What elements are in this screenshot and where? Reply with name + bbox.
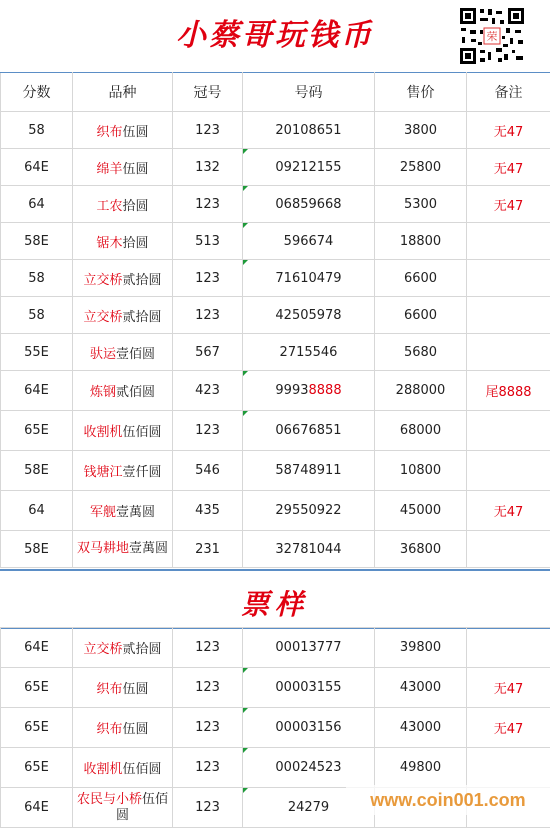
cell-number [243, 186, 375, 223]
cell-number [243, 411, 375, 451]
variety-denomination: 贰拾圆 [123, 642, 162, 657]
serial-number-highlight: 8888 [309, 383, 342, 398]
cell-score: 64E [1, 371, 73, 411]
cell-score: 58E [1, 223, 73, 260]
cell-prefix: 123 [173, 668, 243, 708]
serial-number: 42505978 [275, 308, 341, 323]
variety-denomination: 伍圆 [123, 722, 149, 737]
cell-price: 10800 [375, 451, 467, 491]
cell-score: 58E [1, 531, 73, 568]
table-row [1, 491, 550, 531]
serial-number: 00003156 [275, 720, 341, 735]
cell-prefix: 123 [173, 411, 243, 451]
cell-score: 65E [1, 411, 73, 451]
serial-number: 00013777 [275, 640, 341, 655]
serial-number: 00003155 [275, 680, 341, 695]
table-row [1, 708, 550, 748]
cell-variety [73, 491, 173, 531]
cell-score: 64 [1, 186, 73, 223]
serial-number: 58748911 [275, 463, 341, 478]
cell-price: 45000 [375, 491, 467, 531]
cell-score: 55E [1, 334, 73, 371]
cell-variety [73, 223, 173, 260]
cell-price: 39800 [375, 628, 467, 668]
cell-price: 36800 [375, 531, 467, 568]
cell-price: 43000 [375, 668, 467, 708]
cell-price: 68000 [375, 411, 467, 451]
variety-denomination: 贰拾圆 [123, 310, 162, 325]
cell-prefix: 123 [173, 297, 243, 334]
cell-number [243, 491, 375, 531]
table-row [1, 371, 550, 411]
variety-highlight: 收割机 [83, 425, 122, 440]
cell-price: 5680 [375, 334, 467, 371]
cell-score: 64E [1, 149, 73, 186]
serial-number: 596674 [284, 234, 334, 249]
cell-variety [73, 371, 173, 411]
cell-price: 43000 [375, 708, 467, 748]
cell-score: 64E [1, 788, 73, 828]
cell-note: 无47 [467, 186, 550, 223]
table-row [1, 223, 550, 260]
cell-price: 3800 [375, 112, 467, 149]
cell-score: 65E [1, 748, 73, 788]
table-row [1, 531, 550, 568]
serial-number: 29550922 [275, 503, 341, 518]
cell-variety [73, 260, 173, 297]
variety-highlight: 立交桥 [83, 310, 122, 325]
cell-variety [73, 334, 173, 371]
cell-prefix: 513 [173, 223, 243, 260]
table-row [1, 748, 550, 788]
variety-denomination: 壹萬圆 [129, 541, 168, 556]
cell-price: 18800 [375, 223, 467, 260]
serial-number: 20108651 [275, 123, 341, 138]
variety-highlight: 织布 [96, 722, 122, 737]
cell-prefix: 123 [173, 186, 243, 223]
table-row [1, 297, 550, 334]
cell-prefix: 435 [173, 491, 243, 531]
variety-denomination: 贰拾圆 [123, 273, 162, 288]
variety-highlight: 炼钢 [90, 385, 116, 400]
cell-note: 尾8888 [467, 371, 550, 411]
cell-score: 65E [1, 708, 73, 748]
cell-prefix: 546 [173, 451, 243, 491]
serial-number: 06676851 [275, 423, 341, 438]
cell-prefix: 132 [173, 149, 243, 186]
variety-denomination: 壹佰圆 [116, 347, 155, 362]
cell-score: 64 [1, 491, 73, 531]
header-number: 号码 [243, 73, 375, 112]
variety-highlight: 锯木 [96, 236, 122, 251]
serial-number: 71610479 [275, 271, 341, 286]
cell-variety [73, 708, 173, 748]
cell-note [467, 451, 550, 491]
table-row [1, 260, 550, 297]
qr-code-icon [458, 6, 526, 66]
table-row [1, 149, 550, 186]
variety-highlight: 立交桥 [83, 642, 122, 657]
qr-badge-text: 荣 [487, 29, 498, 43]
header-prefix: 冠号 [173, 73, 243, 112]
header-variety: 品种 [73, 73, 173, 112]
table-header-row [1, 73, 550, 112]
variety-highlight: 立交桥 [83, 273, 122, 288]
price-table [0, 72, 550, 568]
cell-note [467, 223, 550, 260]
serial-number: 24279 [288, 800, 329, 815]
cell-note: 无47 [467, 708, 550, 748]
header-score: 分数 [1, 73, 73, 112]
cell-note [467, 334, 550, 371]
cell-price: 6600 [375, 297, 467, 334]
cell-number [243, 297, 375, 334]
cell-note: 无47 [467, 112, 550, 149]
variety-denomination: 壹萬圆 [116, 505, 155, 520]
cell-variety [73, 112, 173, 149]
cell-variety [73, 149, 173, 186]
header-price: 售价 [375, 73, 467, 112]
variety-denomination: 壹仟圆 [123, 465, 162, 480]
table-row [1, 186, 550, 223]
cell-variety [73, 531, 173, 568]
cell-variety [73, 668, 173, 708]
cell-number [243, 628, 375, 668]
variety-denomination: 贰佰圆 [116, 385, 155, 400]
cell-variety [73, 411, 173, 451]
variety-denomination: 拾圆 [123, 199, 149, 214]
cell-score: 65E [1, 668, 73, 708]
variety-denomination: 伍圆 [123, 162, 149, 177]
cell-number [243, 748, 375, 788]
table-row [1, 334, 550, 371]
cell-prefix: 123 [173, 260, 243, 297]
cell-prefix: 231 [173, 531, 243, 568]
cell-prefix: 123 [173, 708, 243, 748]
cell-note [467, 411, 550, 451]
cell-number [243, 708, 375, 748]
cell-number [243, 223, 375, 260]
cell-note [467, 628, 550, 668]
variety-denomination: 伍圆 [123, 682, 149, 697]
table-row [1, 451, 550, 491]
variety-highlight: 农民与小桥 [77, 792, 142, 807]
cell-note [467, 531, 550, 568]
cell-variety [73, 748, 173, 788]
cell-variety [73, 628, 173, 668]
serial-number: 09212155 [275, 160, 341, 175]
table-row [1, 668, 550, 708]
cell-prefix: 123 [173, 628, 243, 668]
cell-prefix: 423 [173, 371, 243, 411]
page-title: 小蔡哥玩钱币 [150, 10, 400, 54]
cell-price: 288000 [375, 371, 467, 411]
cell-note: 无47 [467, 491, 550, 531]
variety-highlight: 绵羊 [96, 162, 122, 177]
cell-note: 无47 [467, 668, 550, 708]
variety-highlight: 驮运 [90, 347, 116, 362]
cell-variety [73, 297, 173, 334]
variety-denomination: 伍佰圆 [116, 792, 168, 823]
serial-number: 00024523 [275, 760, 341, 775]
variety-highlight: 双马耕地 [77, 541, 129, 556]
cell-score: 58 [1, 297, 73, 334]
cell-number [243, 451, 375, 491]
cell-note [467, 260, 550, 297]
cell-score: 58E [1, 451, 73, 491]
cell-price: 25800 [375, 149, 467, 186]
cell-number [243, 334, 375, 371]
variety-highlight: 织布 [96, 682, 122, 697]
variety-denomination: 伍佰圆 [123, 425, 162, 440]
cell-note [467, 297, 550, 334]
cell-price: 6600 [375, 260, 467, 297]
variety-highlight: 工农 [96, 199, 122, 214]
cell-score: 58 [1, 112, 73, 149]
cell-number [243, 668, 375, 708]
cell-prefix: 567 [173, 334, 243, 371]
cell-prefix: 123 [173, 748, 243, 788]
header-note: 备注 [467, 73, 550, 112]
variety-denomination: 伍佰圆 [123, 762, 162, 777]
specimen-section-title: 票样 [0, 583, 550, 623]
cell-variety [73, 451, 173, 491]
cell-note: 无47 [467, 149, 550, 186]
variety-highlight: 收割机 [83, 762, 122, 777]
cell-prefix: 123 [173, 788, 243, 828]
table-row [1, 411, 550, 451]
page-header [0, 0, 550, 72]
cell-note [467, 748, 550, 788]
cell-score: 64E [1, 628, 73, 668]
specimen-section-header [0, 569, 550, 629]
cell-number [243, 112, 375, 149]
cell-price: 49800 [375, 748, 467, 788]
site-watermark: www.coin001.com [346, 785, 550, 815]
cell-variety [73, 186, 173, 223]
cell-number [243, 371, 375, 411]
variety-denomination: 伍圆 [123, 125, 149, 140]
variety-highlight: 钱塘江 [83, 465, 122, 480]
cell-price: 5300 [375, 186, 467, 223]
serial-number: 32781044 [275, 542, 341, 557]
table-row [1, 112, 550, 149]
cell-prefix: 123 [173, 112, 243, 149]
variety-denomination: 拾圆 [123, 236, 149, 251]
variety-highlight: 织布 [96, 125, 122, 140]
cell-number [243, 149, 375, 186]
cell-number [243, 260, 375, 297]
serial-number: 2715546 [280, 345, 338, 360]
cell-number [243, 531, 375, 568]
cell-score: 58 [1, 260, 73, 297]
serial-number: 06859668 [275, 197, 341, 212]
table-row [1, 628, 550, 668]
cell-variety [73, 788, 173, 828]
variety-highlight: 军舰 [90, 505, 116, 520]
serial-number: 9993 [275, 383, 308, 398]
